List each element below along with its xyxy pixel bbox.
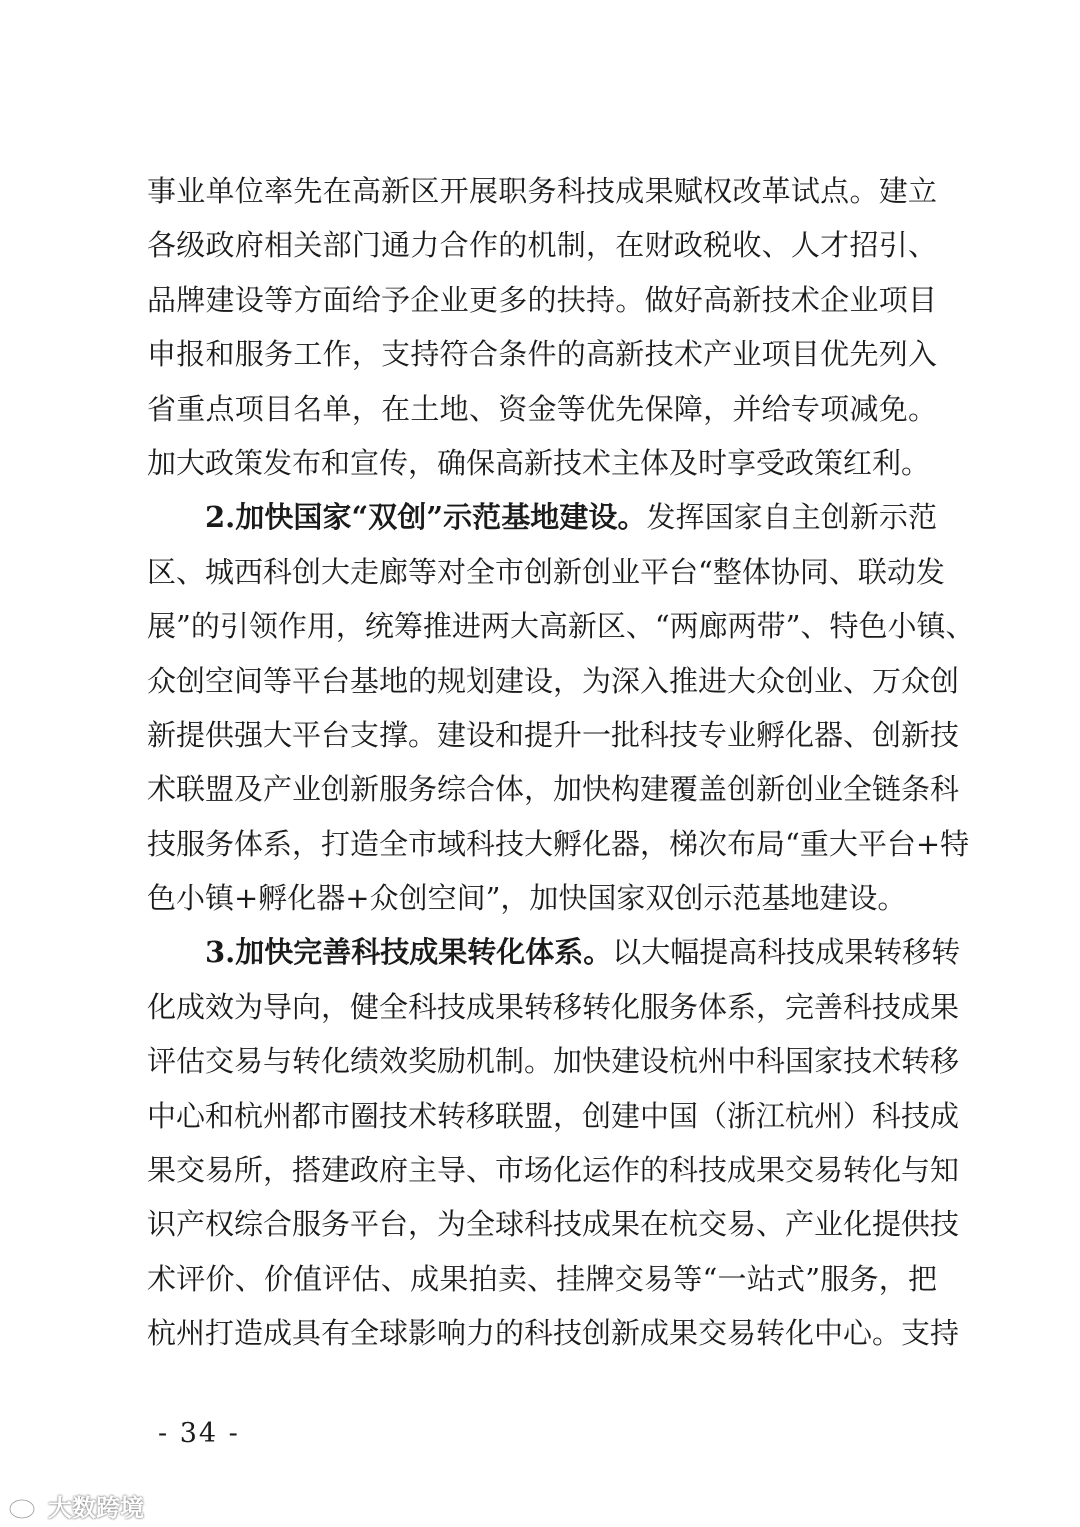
body-text — [147, 164, 975, 1361]
section-3-first-line — [147, 925, 961, 979]
text-line: 区、城西科创大走廊等对全市创新创业平台“整体协同、联动发 — [147, 554, 945, 589]
text-line: 识产权综合服务平台，为全球科技成果在杭交易、产业化提供技 — [147, 1207, 960, 1242]
section-2-first-line-text: 发挥国家自主创新示范 — [646, 500, 937, 535]
text-line: 品牌建设等方面给予企业更多的扶持。做好高新技术企业项目 — [147, 282, 937, 317]
text-line: 杭州打造成具有全球影响力的科技创新成果交易转化中心。支持 — [147, 1316, 960, 1351]
section-3-heading: 3.加快完善科技成果转化体系。 — [205, 935, 613, 970]
weibo-logo-icon — [8, 1492, 42, 1520]
text-line: 众创空间等平台基地的规划建设，为深入推进大众创业、万众创 — [147, 663, 960, 698]
section-2-first-line — [147, 490, 937, 544]
watermark — [8, 1488, 144, 1523]
text-line: 果交易所，搭建政府主导、市场化运作的科技成果交易转化与知 — [147, 1153, 960, 1188]
watermark-text: 大数跨境 — [48, 1494, 144, 1522]
text-line: 加大政策发布和宣传，确保高新技术主体及时享受政策红利。 — [147, 445, 931, 480]
text-line: 色小镇+孵化器+众创空间”，加快国家双创示范基地建设。 — [147, 881, 907, 916]
text-line: 事业单位率先在高新区开展职务科技成果赋权改革试点。建立 — [147, 174, 937, 208]
text-line: 展”的引领作用，统筹推进两大高新区、“两廊两带”、特色小镇、 — [147, 609, 975, 644]
text-line: 评估交易与转化绩效奖励机制。加快建设杭州中科国家技术转移 — [147, 1044, 960, 1079]
text-line: 申报和服务工作，支持符合条件的高新技术产业项目优先列入 — [147, 337, 937, 372]
text-line: 术联盟及产业创新服务综合体，加快构建覆盖创新创业全链条科 — [147, 772, 960, 807]
text-line: 技服务体系，打造全市域科技大孵化器，梯次布局“重大平台+特 — [147, 826, 970, 861]
text-line: 新提供强大平台支撑。建设和提升一批科技专业孵化器、创新技 — [147, 717, 960, 752]
section-3-first-line-text: 以大幅提高科技成果转移转 — [612, 935, 961, 970]
text-line: 省重点项目名单，在土地、资金等优先保障，并给专项减免。 — [147, 391, 937, 426]
text-line: 各级政府相关部门通力合作的机制，在财政税收、人才招引、 — [147, 228, 937, 263]
page-number: - 34 - — [158, 1418, 240, 1449]
text-line: 术评价、价值评估、成果拍卖、挂牌交易等“一站式”服务，把 — [147, 1261, 937, 1296]
text-line: 中心和杭州都市圈技术转移联盟，创建中国（浙江杭州）科技成 — [147, 1098, 960, 1133]
text-line: 化成效为导向，健全科技成果转移转化服务体系，完善科技成果 — [147, 989, 960, 1024]
section-2-heading: 2.加快国家“双创”示范基地建设。 — [205, 500, 647, 535]
